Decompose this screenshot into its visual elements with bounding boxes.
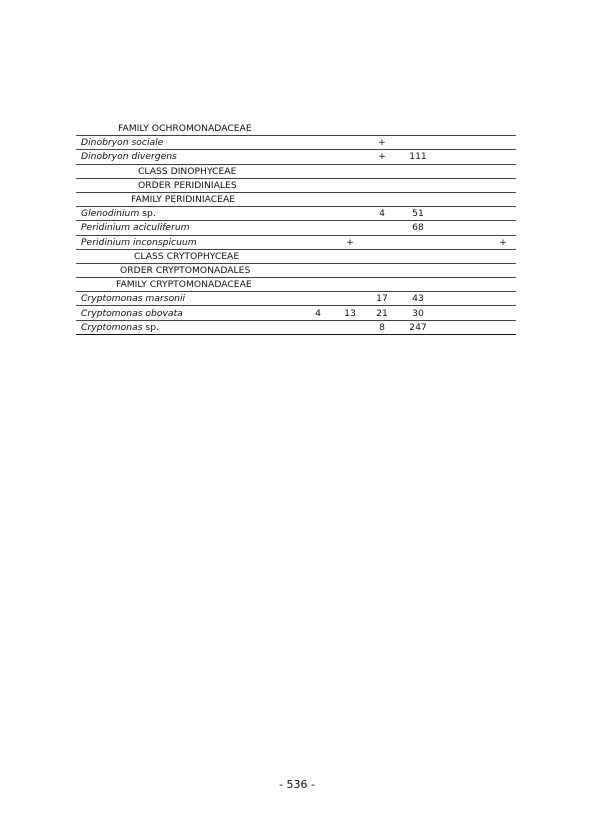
count-cell xyxy=(490,292,516,306)
count-cell: + xyxy=(499,236,507,248)
count-cell xyxy=(490,178,516,192)
taxon-label: FAMILY OCHROMONADACEAE xyxy=(118,123,252,135)
count-cell xyxy=(490,278,516,292)
species-name xyxy=(76,221,302,235)
count-cell xyxy=(334,249,366,263)
genus-name: Dinobryon xyxy=(81,137,129,149)
species-name xyxy=(76,150,302,164)
count-cell: + xyxy=(378,137,386,149)
taxon-header-row xyxy=(76,178,516,192)
taxon-header-row xyxy=(76,263,516,277)
count-cell xyxy=(438,192,464,206)
genus-name: Cryptomonas xyxy=(81,321,143,333)
species-row xyxy=(76,320,516,334)
count-cell xyxy=(438,320,464,334)
species-epithet: marsonii xyxy=(145,293,186,305)
count-cell xyxy=(490,320,516,334)
count-cell xyxy=(464,207,490,221)
taxon-label: ORDER PERIDINIALES xyxy=(138,179,237,191)
count-cell: 8 xyxy=(379,321,385,333)
count-cell xyxy=(490,221,516,235)
species-name xyxy=(76,292,302,306)
count-cell xyxy=(302,292,334,306)
species-name xyxy=(76,207,302,221)
count-cell xyxy=(302,164,334,178)
count-cell xyxy=(438,207,464,221)
genus-name: Glenodinium xyxy=(81,208,140,220)
count-cell xyxy=(464,122,490,136)
count-cell xyxy=(334,150,366,164)
taxon-header xyxy=(76,192,302,206)
species-epithet: sp. xyxy=(145,321,159,333)
count-cell xyxy=(438,249,464,263)
count-cell xyxy=(366,263,398,277)
count-cell xyxy=(490,150,516,164)
species-row xyxy=(76,221,516,235)
count-cell xyxy=(464,235,490,249)
species-row xyxy=(76,292,516,306)
count-cell xyxy=(438,122,464,136)
species-name xyxy=(76,306,302,320)
count-cell xyxy=(398,136,438,150)
count-cell xyxy=(334,278,366,292)
genus-name: Peridinium xyxy=(81,222,131,234)
genus-name: Dinobryon xyxy=(81,151,129,163)
taxon-label: FAMILY CRYPTOMONADACEAE xyxy=(116,279,252,291)
count-cell xyxy=(398,122,438,136)
count-cell xyxy=(334,292,366,306)
count-cell xyxy=(464,292,490,306)
count-cell xyxy=(302,235,334,249)
count-cell xyxy=(464,192,490,206)
count-cell: 17 xyxy=(376,293,388,305)
count-cell xyxy=(334,263,366,277)
count-cell xyxy=(464,221,490,235)
count-cell: 51 xyxy=(412,208,424,220)
count-cell xyxy=(302,320,334,334)
count-cell xyxy=(464,136,490,150)
count-cell xyxy=(302,263,334,277)
count-cell xyxy=(464,249,490,263)
count-cell xyxy=(398,178,438,192)
count-cell: 247 xyxy=(409,321,427,333)
genus-name: Cryptomonas xyxy=(81,293,143,305)
count-cell xyxy=(366,235,398,249)
count-cell: 21 xyxy=(376,307,388,319)
count-cell xyxy=(302,122,334,136)
count-cell xyxy=(398,164,438,178)
count-cell xyxy=(490,263,516,277)
species-row xyxy=(76,306,516,320)
species-name xyxy=(76,235,302,249)
count-cell xyxy=(438,278,464,292)
count-cell: 13 xyxy=(344,307,356,319)
count-cell: 4 xyxy=(379,208,385,220)
count-cell xyxy=(334,136,366,150)
count-cell: + xyxy=(346,236,354,248)
species-epithet: aciculiferum xyxy=(132,222,190,234)
count-cell xyxy=(334,207,366,221)
taxon-label: CLASS DINOPHYCEAE xyxy=(138,165,237,177)
count-cell xyxy=(438,235,464,249)
count-cell xyxy=(334,192,366,206)
count-cell: 111 xyxy=(409,151,427,163)
taxon-label: CLASS CRYTOPHYCEAE xyxy=(134,250,240,262)
count-cell xyxy=(438,164,464,178)
taxon-header xyxy=(76,122,302,136)
count-cell xyxy=(438,178,464,192)
count-cell xyxy=(398,278,438,292)
taxon-header-row xyxy=(76,249,516,263)
species-epithet: divergens xyxy=(131,151,177,163)
taxon-header xyxy=(76,249,302,263)
taxon-header xyxy=(76,178,302,192)
count-cell xyxy=(464,263,490,277)
count-cell xyxy=(464,178,490,192)
count-cell xyxy=(438,306,464,320)
species-row xyxy=(76,207,516,221)
count-cell xyxy=(366,221,398,235)
count-cell: 43 xyxy=(412,293,424,305)
species-row xyxy=(76,136,516,150)
taxon-label: FAMILY PERIDINIACEAE xyxy=(131,194,236,206)
taxon-header-row xyxy=(76,122,516,136)
count-cell xyxy=(302,192,334,206)
count-cell xyxy=(398,235,438,249)
count-cell xyxy=(464,306,490,320)
count-cell xyxy=(334,221,366,235)
count-cell xyxy=(366,164,398,178)
species-row xyxy=(76,235,516,249)
count-cell xyxy=(302,178,334,192)
count-cell xyxy=(302,278,334,292)
taxon-header xyxy=(76,263,302,277)
count-cell xyxy=(334,164,366,178)
taxon-header-row xyxy=(76,192,516,206)
count-cell: 68 xyxy=(412,222,424,234)
count-cell xyxy=(464,278,490,292)
page-number: - 536 - xyxy=(279,778,315,791)
count-cell xyxy=(398,263,438,277)
count-cell xyxy=(438,221,464,235)
species-name xyxy=(76,320,302,334)
count-cell xyxy=(490,122,516,136)
count-cell xyxy=(366,192,398,206)
count-cell xyxy=(366,278,398,292)
species-epithet: sp. xyxy=(142,208,156,220)
count-cell xyxy=(490,192,516,206)
count-cell xyxy=(464,150,490,164)
taxon-label: ORDER CRYPTOMONADALES xyxy=(120,264,251,276)
species-table xyxy=(76,122,516,335)
count-cell xyxy=(366,178,398,192)
genus-name: Cryptomonas xyxy=(81,307,143,319)
count-cell xyxy=(366,249,398,263)
species-row xyxy=(76,150,516,164)
count-cell xyxy=(398,192,438,206)
count-cell xyxy=(302,221,334,235)
count-cell xyxy=(302,150,334,164)
count-cell xyxy=(398,249,438,263)
count-cell xyxy=(438,150,464,164)
species-epithet: sociale xyxy=(131,137,164,149)
taxon-header xyxy=(76,164,302,178)
taxon-header-row xyxy=(76,278,516,292)
count-cell xyxy=(302,136,334,150)
count-cell xyxy=(334,122,366,136)
count-cell xyxy=(334,320,366,334)
count-cell xyxy=(438,292,464,306)
species-epithet: obovata xyxy=(145,307,183,319)
count-cell xyxy=(438,263,464,277)
count-cell xyxy=(366,122,398,136)
count-cell xyxy=(464,164,490,178)
species-epithet: inconspicuum xyxy=(132,236,197,248)
count-cell xyxy=(490,249,516,263)
count-cell xyxy=(490,164,516,178)
count-cell xyxy=(334,178,366,192)
count-cell xyxy=(490,306,516,320)
species-name xyxy=(76,136,302,150)
taxon-header-row xyxy=(76,164,516,178)
count-cell: + xyxy=(378,151,386,163)
count-cell xyxy=(490,136,516,150)
count-cell xyxy=(464,320,490,334)
count-cell: 30 xyxy=(412,307,424,319)
count-cell xyxy=(302,207,334,221)
taxon-header xyxy=(76,278,302,292)
count-cell xyxy=(490,207,516,221)
count-cell xyxy=(438,136,464,150)
count-cell: 4 xyxy=(315,307,321,319)
genus-name: Peridinium xyxy=(81,236,131,248)
count-cell xyxy=(302,249,334,263)
